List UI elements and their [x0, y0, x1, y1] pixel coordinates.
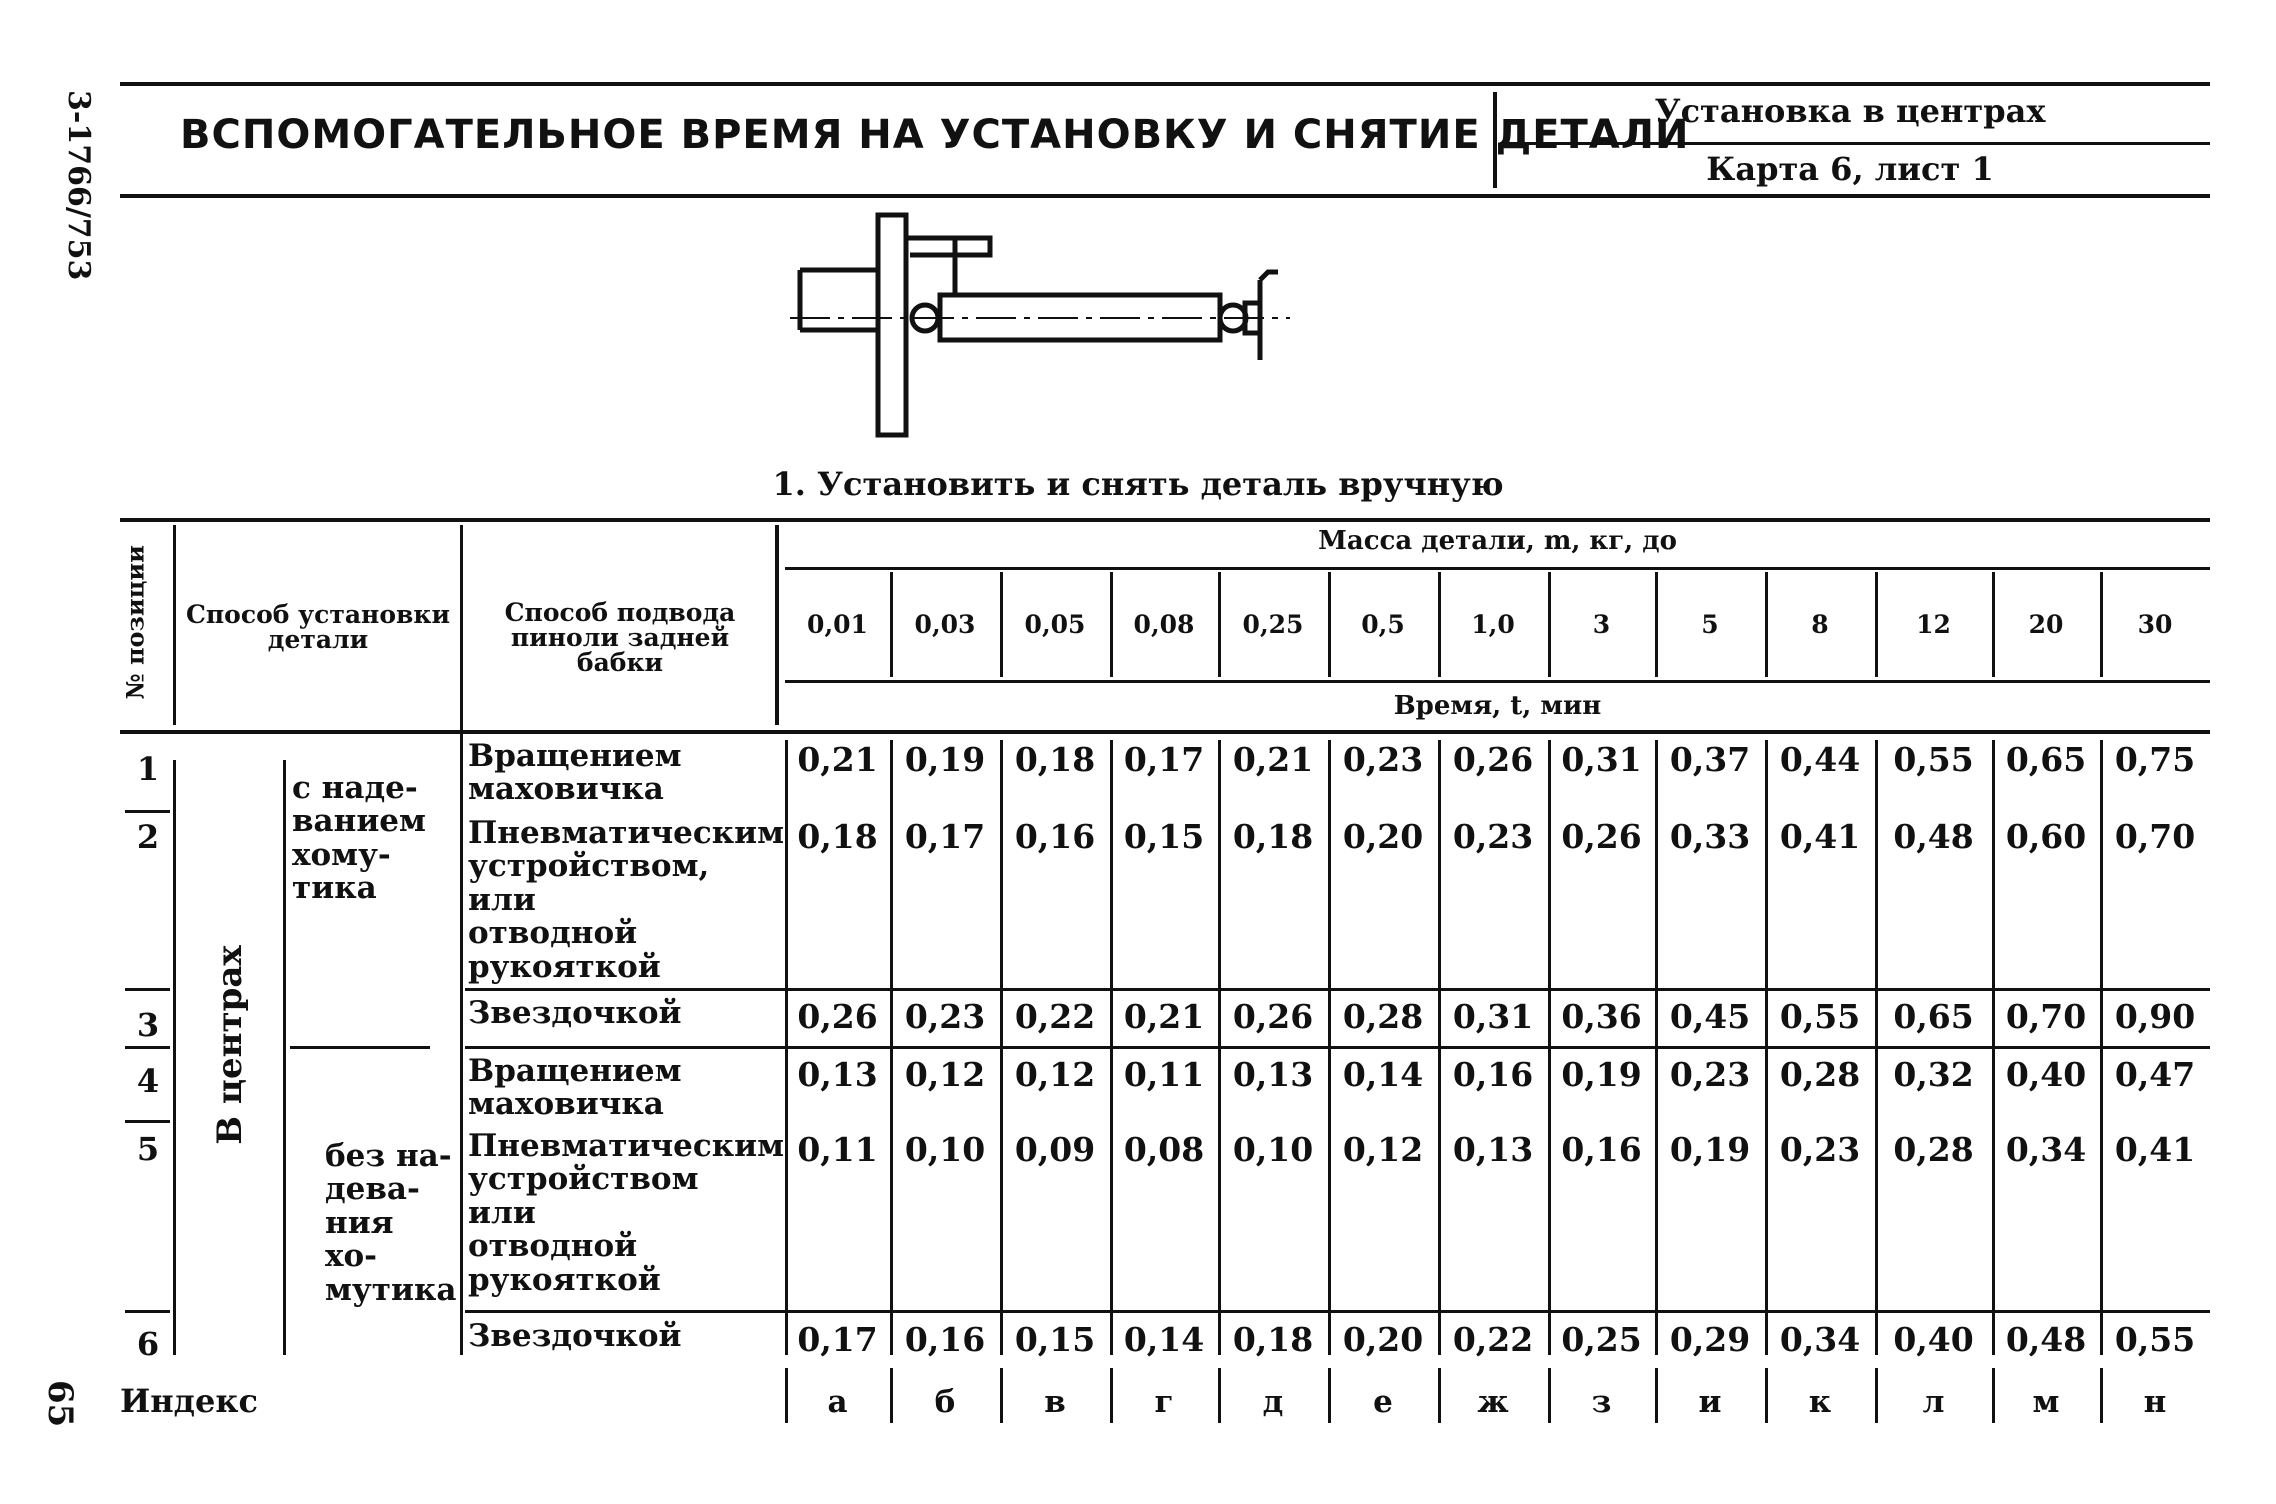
install-method-label: Установка в центрах — [1654, 92, 2046, 130]
time-value-cell: 0,23 — [1452, 817, 1534, 856]
index-letter: ж — [1477, 1384, 1509, 1420]
time-value-cell: 0,19 — [1561, 1055, 1642, 1094]
time-value-cell: 0,22 — [1014, 997, 1096, 1036]
subgroup-divider — [290, 1046, 430, 1049]
time-value-cell: 0,36 — [1561, 997, 1642, 1036]
header-bottom-rule — [120, 194, 2210, 198]
group-label: В центрах — [210, 945, 250, 1145]
time-value-cell: 0,10 — [904, 1130, 986, 1169]
mass-column-header: 1,0 — [1471, 610, 1515, 639]
time-value-cell: 0,31 — [1561, 740, 1642, 779]
time-value-cell: 0,23 — [904, 997, 986, 1036]
time-value-cell: 0,31 — [1452, 997, 1534, 1036]
mass-column-header: 8 — [1811, 610, 1829, 639]
time-value-cell: 0,70 — [2005, 997, 2087, 1036]
time-value-cell: 0,25 — [1561, 1320, 1642, 1359]
mass-column-header: 20 — [2028, 610, 2064, 639]
body-divider-2 — [283, 760, 286, 1355]
time-value-cell: 0,16 — [1561, 1130, 1642, 1169]
quill-method-label: Пневматическим устройством, или отводной рукояткой — [468, 815, 785, 985]
col-divider-2 — [460, 525, 463, 1355]
time-value-cell: 0,21 — [1232, 740, 1314, 779]
mass-column-header: 0,05 — [1024, 610, 1086, 639]
mass-column-divider — [1655, 572, 1658, 677]
row-5-bottom-rule — [465, 1310, 2210, 1313]
subgroup-without-clamp: без на-дева-ния хо-мутика — [325, 1138, 457, 1308]
time-header-rule — [785, 680, 2210, 683]
quill-method-label: Вращением маховичка — [468, 738, 682, 808]
index-letter: л — [1922, 1384, 1945, 1420]
time-value-cell: 0,13 — [1452, 1130, 1534, 1169]
time-value-cell: 0,75 — [2114, 740, 2196, 779]
mass-header: Масса детали, m, кг, до — [1318, 526, 1677, 556]
mass-column-header: 3 — [1592, 610, 1611, 639]
time-header: Время, t, мин — [1393, 691, 1602, 721]
time-value-cell: 0,47 — [2114, 1055, 2196, 1094]
mass-column-divider — [1548, 572, 1551, 677]
section-title: 1. Установить и снять деталь вручную — [772, 465, 1504, 503]
position-rule — [125, 1046, 170, 1049]
mass-column-divider — [2100, 572, 2103, 677]
mass-column-header: 0,01 — [807, 610, 868, 639]
mass-column-divider — [1110, 572, 1113, 677]
row-3-bottom-rule — [465, 1046, 2210, 1049]
mass-column-header: 0,5 — [1361, 610, 1405, 639]
time-value-cell: 0,26 — [1452, 740, 1534, 779]
position-number: 4 — [136, 1062, 160, 1100]
index-letter: б — [934, 1384, 956, 1420]
time-value-cell: 0,23 — [1669, 1055, 1751, 1094]
time-value-cell: 0,26 — [1232, 997, 1314, 1036]
time-value-cell: 0,19 — [1669, 1130, 1751, 1169]
position-number: 1 — [136, 750, 160, 788]
position-rule — [125, 1120, 170, 1123]
index-letter: н — [2143, 1384, 2167, 1420]
time-value-cell: 0,19 — [904, 740, 986, 779]
position-number: 3 — [136, 1006, 160, 1044]
index-letter: в — [1044, 1384, 1066, 1420]
position-column-header: № позиции — [120, 545, 150, 700]
quill-method-label: Пневматическим устройством или отводной рукояткой — [468, 1128, 785, 1298]
time-value-cell: 0,18 — [1232, 817, 1314, 856]
index-letter: а — [827, 1384, 848, 1420]
time-value-cell: 0,21 — [797, 740, 878, 779]
mass-column-divider — [890, 572, 893, 677]
time-value-cell: 0,41 — [1779, 817, 1861, 856]
position-rule — [125, 1310, 170, 1313]
position-rule — [125, 988, 170, 991]
time-value-cell: 0,09 — [1014, 1130, 1096, 1169]
time-value-cell: 0,22 — [1452, 1320, 1534, 1359]
time-value-cell: 0,15 — [1123, 817, 1205, 856]
card-label: Карта 6, лист 1 — [1706, 150, 1994, 188]
page-number: 65 — [40, 1380, 80, 1428]
mass-column-divider — [1438, 572, 1441, 677]
time-value-cell: 0,28 — [1779, 1055, 1861, 1094]
driver-dog — [906, 238, 990, 255]
time-value-cell: 0,40 — [2005, 1055, 2087, 1094]
mass-column-header: 0,08 — [1133, 610, 1195, 639]
index-letter: г — [1154, 1384, 1174, 1420]
time-value-cell: 0,44 — [1779, 740, 1861, 779]
index-letter: д — [1262, 1384, 1284, 1420]
mass-column-divider — [1765, 572, 1768, 677]
time-value-cell: 0,17 — [904, 817, 986, 856]
part-between-centers-diagram — [790, 210, 1510, 445]
col-divider-3 — [775, 525, 779, 725]
time-value-cell: 0,16 — [904, 1320, 986, 1359]
time-value-cell: 0,60 — [2005, 817, 2087, 856]
time-value-cell: 0,33 — [1669, 817, 1751, 856]
time-value-cell: 0,13 — [1232, 1055, 1314, 1094]
time-value-cell: 0,16 — [1014, 817, 1096, 856]
time-value-cell: 0,65 — [1893, 997, 1974, 1036]
body-top-rule — [120, 730, 2210, 734]
time-value-cell: 0,08 — [1123, 1130, 1205, 1169]
time-value-cell: 0,10 — [1232, 1130, 1314, 1169]
time-value-cell: 0,55 — [1779, 997, 1861, 1036]
time-value-cell: 0,11 — [1123, 1055, 1205, 1094]
time-value-cell: 0,28 — [1893, 1130, 1974, 1169]
table-top-rule — [120, 518, 2210, 522]
position-number: 5 — [136, 1130, 160, 1168]
index-letter: е — [1373, 1384, 1393, 1420]
time-value-cell: 0,29 — [1669, 1320, 1751, 1359]
mass-column-divider — [1000, 572, 1003, 677]
mass-column-header: 0,03 — [914, 610, 976, 639]
quill-method-column-header: Способ подвода пиноли задней бабки — [504, 598, 736, 677]
time-value-cell: 0,12 — [904, 1055, 986, 1094]
headstock-faceplate — [878, 215, 906, 435]
mass-column-divider — [1875, 572, 1878, 677]
index-letter: з — [1591, 1384, 1612, 1420]
time-value-cell: 0,23 — [1779, 1130, 1861, 1169]
time-value-cell: 0,28 — [1342, 997, 1424, 1036]
time-value-cell: 0,12 — [1342, 1130, 1424, 1169]
time-value-cell: 0,45 — [1669, 997, 1751, 1036]
quill-method-label: Звездочкой — [468, 1318, 682, 1354]
row-2-bottom-rule — [465, 988, 2210, 991]
time-value-cell: 0,20 — [1342, 817, 1424, 856]
time-value-cell: 0,26 — [1561, 817, 1642, 856]
mass-column-header: 12 — [1916, 610, 1951, 639]
time-value-cell: 0,34 — [1779, 1320, 1861, 1359]
mass-column-divider — [1992, 572, 1995, 677]
time-value-cell: 0,20 — [1342, 1320, 1424, 1359]
time-value-cell: 0,37 — [1669, 740, 1751, 779]
position-number: 2 — [136, 818, 160, 856]
body-divider-1 — [173, 760, 176, 1355]
time-value-cell: 0,14 — [1342, 1055, 1424, 1094]
mass-header-rule — [785, 567, 2210, 570]
time-value-cell: 0,23 — [1342, 740, 1424, 779]
time-value-cell: 0,48 — [2005, 1320, 2087, 1359]
time-value-cell: 0,26 — [797, 997, 878, 1036]
time-value-cell: 0,18 — [797, 817, 878, 856]
page-title: ВСПОМОГАТЕЛЬНОЕ ВРЕМЯ НА УСТАНОВКУ И СНЯТИЕ ДЕТАЛИ — [180, 112, 1690, 158]
subgroup-with-clamp: с наде-ванием хому-тика — [292, 770, 426, 907]
col-divider-1 — [173, 525, 176, 725]
quill-method-label: Звездочкой — [468, 995, 682, 1031]
time-value-cell: 0,15 — [1014, 1320, 1096, 1359]
time-value-cell: 0,40 — [1893, 1320, 1974, 1359]
quill-method-label: Вращением маховичка — [468, 1053, 682, 1123]
time-value-cell: 0,13 — [797, 1055, 878, 1094]
header-top-rule — [120, 82, 2210, 86]
mass-column-divider — [1218, 572, 1221, 677]
index-letter: к — [1808, 1384, 1832, 1420]
time-value-cell: 0,48 — [1893, 817, 1974, 856]
index-letter: м — [2032, 1384, 2060, 1420]
side-document-code: 3-1766/753 — [61, 90, 96, 281]
time-value-cell: 0,17 — [797, 1320, 878, 1359]
time-value-cell: 0,70 — [2114, 817, 2196, 856]
time-value-cell: 0,14 — [1123, 1320, 1205, 1359]
time-value-cell: 0,18 — [1232, 1320, 1314, 1359]
time-value-cell: 0,18 — [1014, 740, 1096, 779]
time-value-cell: 0,11 — [797, 1130, 878, 1169]
time-value-cell: 0,12 — [1014, 1055, 1096, 1094]
time-value-cell: 0,32 — [1893, 1055, 1974, 1094]
time-value-cell: 0,21 — [1123, 997, 1205, 1036]
mass-column-header: 30 — [2137, 610, 2173, 639]
time-value-cell: 0,17 — [1123, 740, 1205, 779]
position-number: 6 — [136, 1325, 160, 1363]
mass-column-divider — [1328, 572, 1331, 677]
index-label: Индекс — [120, 1382, 258, 1420]
install-method-column-header: Способ установки детали — [185, 600, 450, 654]
time-value-cell: 0,34 — [2005, 1130, 2087, 1169]
time-value-cell: 0,55 — [1893, 740, 1974, 779]
index-letter: и — [1698, 1384, 1722, 1420]
position-rule — [125, 810, 170, 813]
mass-column-header: 0,25 — [1242, 610, 1304, 639]
time-value-cell: 0,41 — [2114, 1130, 2196, 1169]
time-value-cell: 0,16 — [1452, 1055, 1534, 1094]
time-value-cell: 0,65 — [2005, 740, 2087, 779]
time-value-cell: 0,90 — [2114, 997, 2196, 1036]
time-value-cell: 0,55 — [2114, 1320, 2196, 1359]
mass-column-header: 5 — [1701, 610, 1719, 639]
